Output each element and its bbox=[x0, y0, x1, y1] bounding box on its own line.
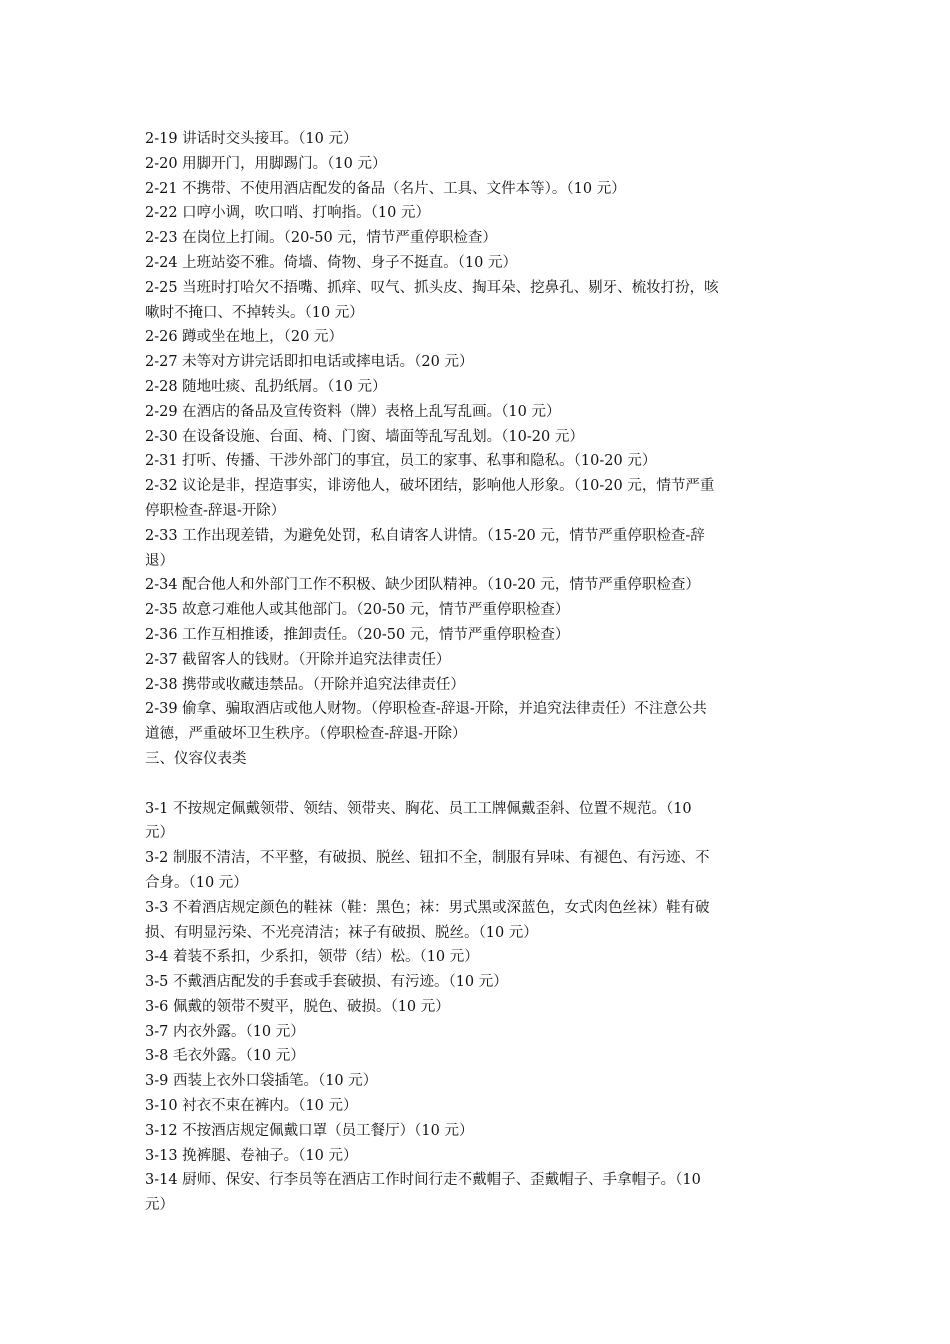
section-heading: 三、仪容仪表类 bbox=[145, 750, 247, 767]
rule-line: 3-10 衬衣不束在裤内。（10 元） bbox=[145, 1098, 358, 1115]
rule-line: 3-2 制服不清洁，不平整，有破损、脱丝、钮扣不全，制服有异味、有褪色、有污迹、不 bbox=[145, 850, 710, 867]
rule-line: 2-35 故意刁难他人或其他部门。（20-50 元，情节严重停职检查） bbox=[145, 602, 570, 619]
rule-line: 3-3 不着酒店规定颜色的鞋袜（鞋：黑色；袜：男式黑或深蓝色，女式肉色丝袜）鞋有破 bbox=[145, 899, 710, 916]
rule-line: 退） bbox=[145, 552, 174, 569]
rule-line: 损、有明显污染、不光亮清洁；袜子有破损、脱丝。（10 元） bbox=[145, 924, 538, 941]
rule-line: 3-12 不按酒店规定佩戴口罩（员工餐厅）（10 元） bbox=[145, 1122, 474, 1139]
rule-line: 2-27 未等对方讲完话即扣电话或摔电话。（20 元） bbox=[145, 354, 474, 371]
rule-line: 2-39 偷拿、骗取酒店或他人财物。（停职检查-辞退-开除，并追究法律责任）不注意公共 bbox=[145, 701, 707, 718]
rule-line: 合身。（10 元） bbox=[145, 874, 248, 891]
rule-line: 2-38 携带或收藏违禁品。（开除并追究法律责任） bbox=[145, 676, 465, 693]
rule-line: 2-24 上班站姿不雅。倚墙、倚物、身子不挺直。（10 元） bbox=[145, 254, 517, 271]
rule-line: 道德，严重破坏卫生秩序。（停职检查-辞退-开除） bbox=[145, 726, 467, 743]
rule-line: 2-30 在设备设施、台面、椅、门窗、墙面等乱写乱划。（10-20 元） bbox=[145, 428, 584, 445]
document-body bbox=[145, 127, 810, 1218]
rule-line: 元） bbox=[145, 1197, 174, 1214]
rule-line: 2-37 截留客人的钱财。（开除并追究法律责任） bbox=[145, 651, 451, 668]
rule-line: 2-25 当班时打哈欠不捂嘴、抓痒、叹气、抓头皮、掏耳朵、挖鼻孔、剔牙、梳妆打扮，咳 bbox=[145, 279, 719, 296]
rule-line: 3-4 着装不系扣，少系扣，领带（结）松。（10 元） bbox=[145, 949, 479, 966]
rule-line: 2-22 口哼小调，吹口哨、打响指。（10 元） bbox=[145, 205, 430, 222]
rule-line: 3-7 内衣外露。（10 元） bbox=[145, 1023, 305, 1040]
rule-line: 3-14 厨师、保安、行李员等在酒店工作时间行走不戴帽子、歪戴帽子、手拿帽子。（10 bbox=[145, 1172, 701, 1189]
rule-line: 3-8 毛衣外露。（10 元） bbox=[145, 1048, 305, 1065]
rule-line: 停职检查-辞退-开除） bbox=[145, 502, 286, 519]
rule-line: 3-5 不戴酒店配发的手套或手套破损、有污迹。（10 元） bbox=[145, 974, 508, 991]
rule-line: 3-1 不按规定佩戴领带、领结、领带夹、胸花、员工工牌佩戴歪斜、位置不规范。（10 bbox=[145, 800, 692, 817]
rule-line: 3-13 挽裤腿、卷袖子。（10 元） bbox=[145, 1147, 358, 1164]
rule-line: 3-9 西装上衣外口袋插笔。（10 元） bbox=[145, 1073, 378, 1090]
rule-line: 2-36 工作互相推诿，推卸责任。（20-50 元，情节严重停职检查） bbox=[145, 626, 570, 643]
blank-line bbox=[145, 772, 810, 797]
rule-line: 2-34 配合他人和外部门工作不积极、缺少团队精神。（10-20 元，情节严重停职检查） bbox=[145, 577, 700, 594]
rule-line: 元） bbox=[145, 825, 174, 842]
rule-line: 2-21 不携带、不使用酒店配发的备品（名片、工具、文件本等）。（10 元） bbox=[145, 180, 626, 197]
rule-line: 2-23 在岗位上打闹。（20-50 元，情节严重停职检查） bbox=[145, 230, 497, 247]
rule-line: 2-19 讲话时交头接耳。（10 元） bbox=[145, 131, 358, 147]
rule-line: 2-28 随地吐痰、乱扔纸屑。（10 元） bbox=[145, 378, 387, 395]
rule-line: 2-32 议论是非，捏造事实，诽谤他人，破坏团结，影响他人形象。（10-20 元，情节严重 bbox=[145, 478, 715, 495]
rule-line: 2-29 在酒店的备品及宣传资料（牌）表格上乱写乱画。（10 元） bbox=[145, 403, 561, 420]
rule-line: 2-33 工作出现差错，为避免处罚，私自请客人讲情。（15-20 元，情节严重停职检查-辞 bbox=[145, 527, 705, 544]
rule-line: 2-31 打听、传播、干涉外部门的事宜，员工的家事、私事和隐私。（10-20 元） bbox=[145, 453, 657, 470]
rule-line: 2-20 用脚开门，用脚踢门。（10 元） bbox=[145, 155, 387, 172]
rule-line: 2-26 蹲或坐在地上，（20 元） bbox=[145, 329, 343, 346]
rule-line: 嗽时不掩口、不掉转头。（10 元） bbox=[145, 304, 364, 321]
rule-line: 3-6 佩戴的领带不熨平，脱色、破损。（10 元） bbox=[145, 998, 450, 1015]
